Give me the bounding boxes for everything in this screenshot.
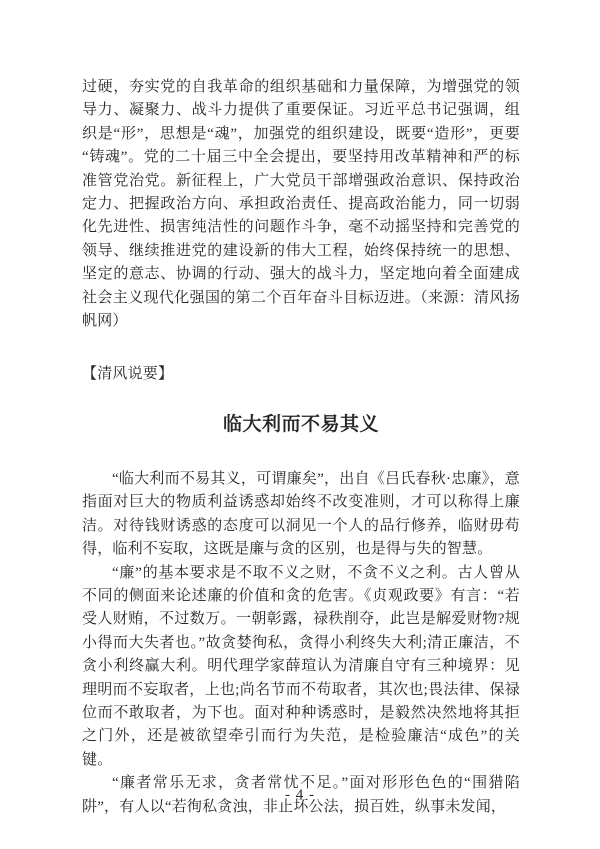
continued-paragraph: 过硬，夯实党的自我革命的组织基础和力量保障，为增强党的领导力、凝聚力、战斗力提供了重要保证。习近平总书记强调，组织是“形”，思想是“魂”，加强党的组织建设，既要“造形”，更要“铸魂”。党的二十届三中全会提出，要坚持用改革精神和严的标准管党治党。新征程上，广大党员干部增强政治意识、保持政治定力、把握政治方向、承担政治责任、提高政治能力，同一切弱化先进性、损害纯洁性的问题作斗争，毫不动摇坚持和完善党的领导、继续推进党的建设新的伟大工程，始终保持统一的思想、坚定的意志、协调的行动、强大的战斗力，坚定地向着全面建成社会主义现代化强国的第二个百年奋斗目标迈进。（来源：清风扬帆网） [82, 79, 520, 330]
article-title: 临大利而不易其义 [222, 413, 379, 435]
body-paragraph-1: “临大利而不易其义，可谓廉矣”，出自《吕氏春秋·忠廉》，意指面对巨大的物质利益诱惑却始终不改变准则，才可以称得上廉洁。对待钱财诱惑的态度可以洞见一个人的品行修养，临财毋苟得，临利不妄取，这既是廉与贪的区别，也是得与失的智慧。 [82, 470, 520, 558]
body-paragraph-2: “廉”的基本要求是不取不义之财，不贪不义之利。古人曾从不同的侧面来论述廉的价值和贪的危害。《贞观政要》有言：“若受人财贿，不过数万。一朝彰露，禄秩削夺，此岂是解爱财物?规小得而大失者也。”故贪婪徇私，贪得小利终失大利;清正廉洁，不贪小利终赢大利。明代理学家薛瑄认为清廉自守有三种境界：见理明而不妄取者，上也;尚名节而不苟取者，其次也;畏法律、保禄位而不敢取者，为下也。面对种种诱惑时，是毅然决然地将其拒之门外，还是被欲望牵引而行为失范，是检验廉洁“成色”的关键。 [82, 564, 520, 768]
body-paragraph-3: “廉者常乐无求，贪者常忧不足。”面对形形色色的“围猎陷阱”，有人以“若徇私贪浊，非止坏公法，损百姓，纵事未发闻， [82, 775, 520, 815]
section-label: 【清风说要】 [82, 366, 174, 383]
page-number: - 4 - [285, 787, 315, 803]
page-content [82, 76, 520, 819]
